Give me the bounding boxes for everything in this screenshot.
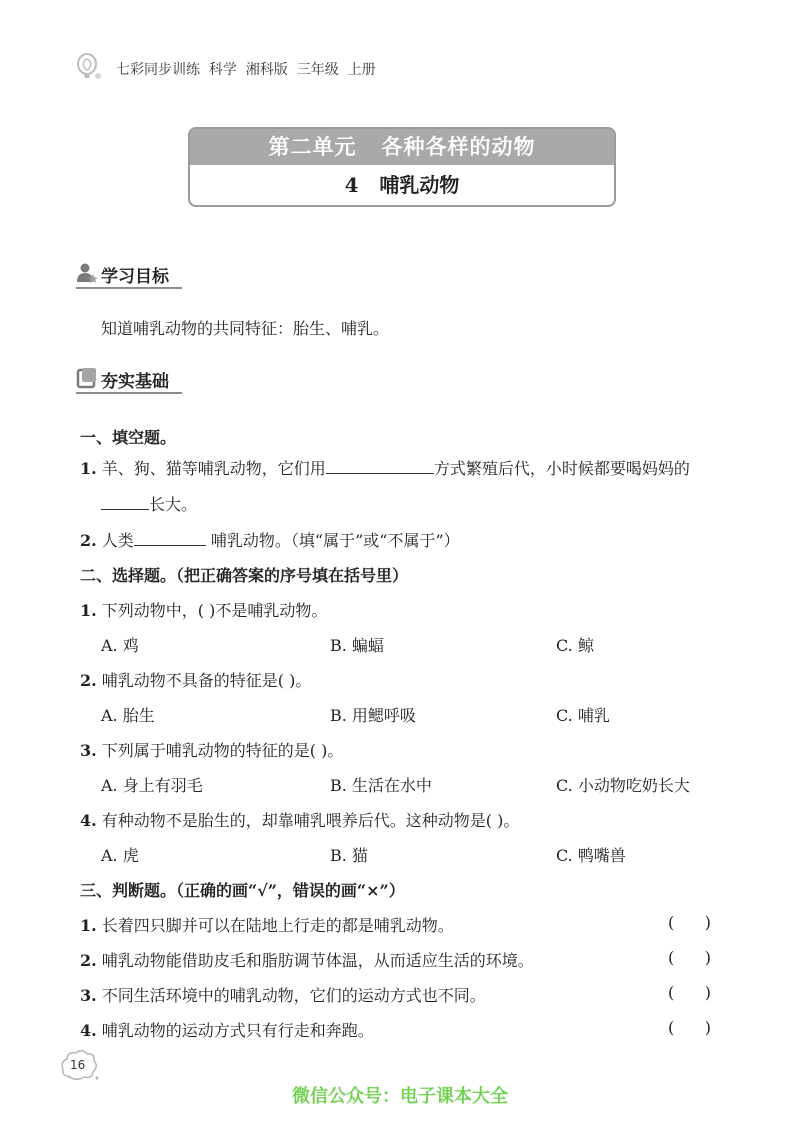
question-text: 不同生活环境中的哺乳动物，它们的运动方式也不同。 [101, 986, 486, 1005]
judge-question-3 [80, 983, 486, 1006]
unit-title: 第二单元 各种各样的动物 [190, 129, 614, 165]
watermark: 微信公众号：电子课本大全 [292, 1086, 508, 1107]
option-b[interactable]: B. 用鳃呼吸 [330, 706, 416, 725]
balloon-icon [74, 52, 104, 82]
question-number: 2. [80, 671, 97, 690]
option-b[interactable]: B. 生活在水中 [330, 776, 432, 795]
lesson-title: 4 哺乳动物 [344, 173, 460, 197]
question-text: 哺乳动物的运动方式只有行走和奔跑。 [101, 1021, 374, 1040]
answer-parentheses[interactable]: ( ) [668, 948, 711, 967]
choice-question-3 [80, 738, 343, 761]
learner-icon [76, 262, 98, 284]
question-number: 2. [80, 951, 97, 970]
option-a[interactable]: A. 身上有羽毛 [101, 776, 203, 795]
answer-blank[interactable] [134, 529, 206, 546]
basics-underline [76, 392, 182, 394]
objectives-heading: 学习目标 [101, 267, 169, 287]
question-text: 下列动物中，( )不是哺乳动物。 [101, 601, 328, 620]
objectives-underline [76, 287, 182, 289]
option-b[interactable]: B. 蝙蝠 [330, 636, 384, 655]
question-text: 长着四只脚并可以在陆地上行走的都是哺乳动物。 [101, 916, 454, 935]
answer-blank[interactable] [101, 493, 149, 510]
answer-parentheses[interactable]: ( ) [668, 913, 711, 932]
question-text: 长大。 [149, 495, 198, 514]
question-number: 3. [80, 986, 97, 1005]
option-c[interactable]: C. 小动物吃奶长大 [556, 776, 690, 795]
answer-parentheses[interactable]: ( ) [668, 983, 711, 1002]
question-text: 羊、狗、猫等哺乳动物，它们用 [101, 459, 326, 478]
option-c[interactable]: C. 鸭嘴兽 [556, 846, 626, 865]
objectives-text: 知道哺乳动物的共同特征：胎生、哺乳。 [101, 319, 390, 338]
judge-question-2 [80, 948, 534, 971]
part2-title: 二、选择题。（把正确答案的序号填在括号里） [80, 566, 409, 585]
question-number: 1. [80, 459, 97, 478]
fill-question-1-continued [101, 492, 197, 515]
title-box [188, 127, 616, 207]
option-a[interactable]: A. 虎 [101, 846, 139, 865]
question-number: 1. [80, 916, 97, 935]
basics-heading: 夯实基础 [101, 372, 169, 392]
question-text: 哺乳动物不具备的特征是( )。 [101, 671, 312, 690]
fill-question-1 [80, 456, 690, 479]
question-text: 方式繁殖后代，小时候都要喝妈妈的 [433, 459, 690, 478]
option-c[interactable]: C. 鲸 [556, 636, 594, 655]
question-text: 有种动物不是胎生的，却靠哺乳喂养后代。这种动物是( )。 [101, 811, 520, 830]
choice-question-4 [80, 808, 519, 831]
option-c[interactable]: C. 哺乳 [556, 706, 610, 725]
answer-blank[interactable] [326, 457, 434, 474]
question-number: 2. [80, 531, 97, 550]
question-text: 下列属于哺乳动物的特征的是( )。 [101, 741, 344, 760]
question-number: 4. [80, 811, 97, 830]
question-number: 1. [80, 601, 97, 620]
question-text: 人类 [101, 531, 134, 550]
part3-title: 三、判断题。（正确的画“√”，错误的画“×”） [80, 881, 405, 900]
answer-parentheses[interactable]: ( ) [668, 1018, 711, 1037]
question-text: 哺乳动物能借助皮毛和脂肪调节体温，从而适应生活的环境。 [101, 951, 534, 970]
fill-question-2 [80, 528, 460, 551]
option-a[interactable]: A. 胎生 [101, 706, 155, 725]
question-number: 3. [80, 741, 97, 760]
judge-question-1 [80, 913, 454, 936]
option-b[interactable]: B. 猫 [330, 846, 368, 865]
question-number: 4. [80, 1021, 97, 1040]
page-number: 16 [70, 1058, 86, 1072]
choice-question-2 [80, 668, 311, 691]
choice-question-1 [80, 598, 327, 621]
question-text: 哺乳动物。（填“属于”或“不属于”） [205, 531, 460, 550]
part1-title: 一、填空题。 [80, 428, 177, 447]
option-a[interactable]: A. 鸡 [101, 636, 139, 655]
book-icon [76, 367, 98, 389]
judge-question-4 [80, 1018, 374, 1041]
book-series-header: 七彩同步训练 科学 湘科版 三年级 上册 [116, 62, 376, 78]
